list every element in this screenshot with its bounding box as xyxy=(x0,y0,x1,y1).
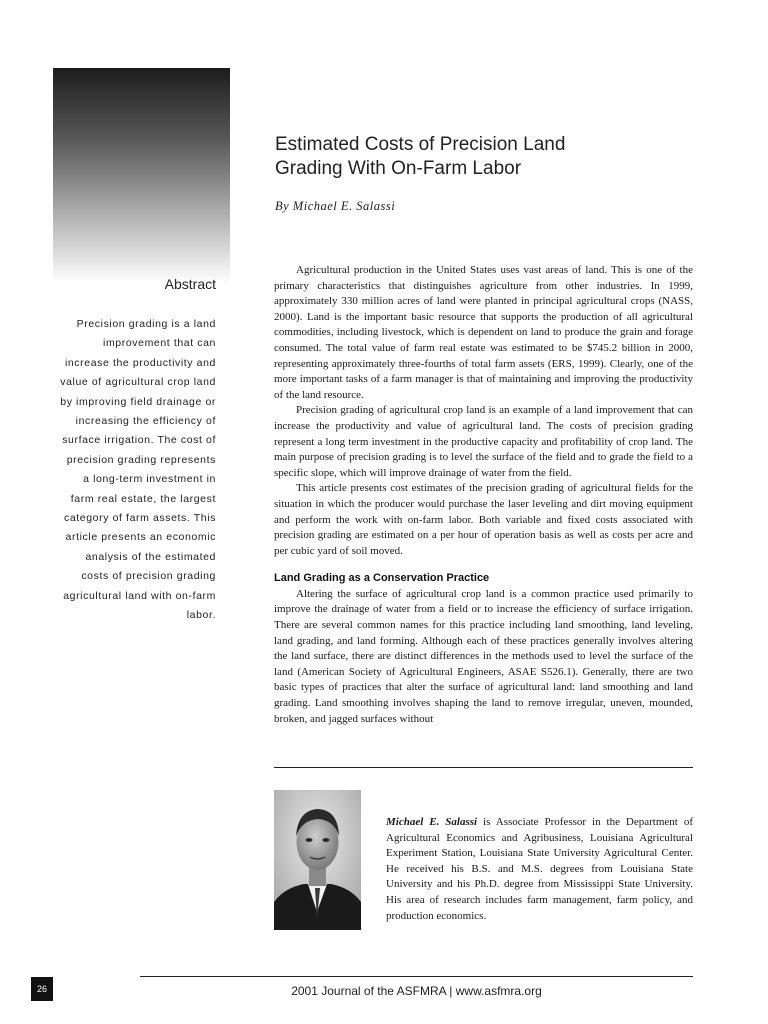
author-photo xyxy=(274,790,361,930)
abstract-text: Precision grading is a land improvement that can increase the productivity and value of agricultural crop land by improving field drainage or increasing the efficiency of surface irrigation. The cost of precision grading represents a long-term investment in farm real estate, the largest category of farm assets. This article presents an economic analysis of the estimated costs of precision grading agricultural land with on-farm labor. xyxy=(60,318,216,622)
author-portrait-image xyxy=(274,790,361,930)
section-heading: Land Grading as a Conservation Practice xyxy=(274,572,490,585)
abstract-heading: Abstract xyxy=(164,276,216,292)
sidebar-gradient-band xyxy=(53,68,230,283)
article-byline: By Michael E. Salassi xyxy=(275,199,396,213)
article-title-line-2: Grading With On-Farm Labor xyxy=(275,158,522,179)
body-paragraph-3: This article presents cost estimates of the precision grading of agricultural fields for the situation in which the producer would purchase the laser leveling and dirt moving equipment and perform the work with on-farm labor. Both variable and fixed costs associated with precision grading are estimated on a per hour of operation basis as well as costs per acre and per cubic yard of soil moved. xyxy=(274,482,693,557)
article-body xyxy=(274,263,693,727)
article-title-line-1: Estimated Costs of Precision Land xyxy=(275,134,566,155)
page-number: 26 xyxy=(31,977,53,1001)
author-divider xyxy=(274,767,693,768)
section-paragraph: Altering the surface of agricultural crop land is a common practice used primarily to improve the drainage of water from a field or to increase the efficiency of surface irrigation. There are several common names for this practice including land smoothing, land leveling, land grading, and land forming. Although each of these practices generally involves altering the land surface, there are distinct differences in the methods used to level the surface of the land (American Society of Agricultural Engineers, ASAE S526.1). Generally, there are two basic types of practices that alter the surface of agricultural land: land smoothing and land grading. Land smoothing involves shaping the land to remove irregular, uneven, mounded, broken, and jagged surfaces without xyxy=(274,587,693,725)
author-bio xyxy=(386,815,693,924)
author-bio-text: is Associate Professor in the Department of Agricultural Economics and Agribusiness, Louisiana Agricultural Experiment Station, Louisiana State University Agricultural Center. He received his B.S. and M.S. degrees from Louisiana State University and his Ph.D. degree from Mississippi State University. His area of research includes farm management, farm policy, and production economics. xyxy=(386,816,693,922)
article-title xyxy=(275,133,695,181)
footer-journal-text: 2001 Journal of the ASFMRA | www.asfmra.org xyxy=(291,984,542,998)
footer-divider xyxy=(140,976,693,977)
body-paragraph-2: Precision grading of agricultural crop land is an example of a land improvement that can increase the productivity and value of agricultural land. The costs of precision grading represent a long term investment in the productive capacity and profitability of crop land. The main purpose of precision grading is to level the surface of the field and to grade the field to a specific slope, which will improve drainage of water from the field. xyxy=(274,404,693,479)
author-name: Michael E. Salassi xyxy=(386,816,478,828)
body-paragraph-1: Agricultural production in the United States uses vast areas of land. This is one of the primary characteristics that distinguishes agriculture from other industries. In 1999, approximately 330 million acres of land were planted in principal agricultural crops (NASS, 2000). Land is the important basic resource that supports the production of all agricultural commodities, including livestock, which is dependent on land to produce the grain and forage consumed. The total value of farm real estate was estimated to be $745.2 billion in 2000, representing approximately three-fourths of total farm assets (ERS, 1999). Clearly, one of the more important tasks of a farm manager is that of maintaining and improving the productivity of the land resource. xyxy=(274,264,693,401)
